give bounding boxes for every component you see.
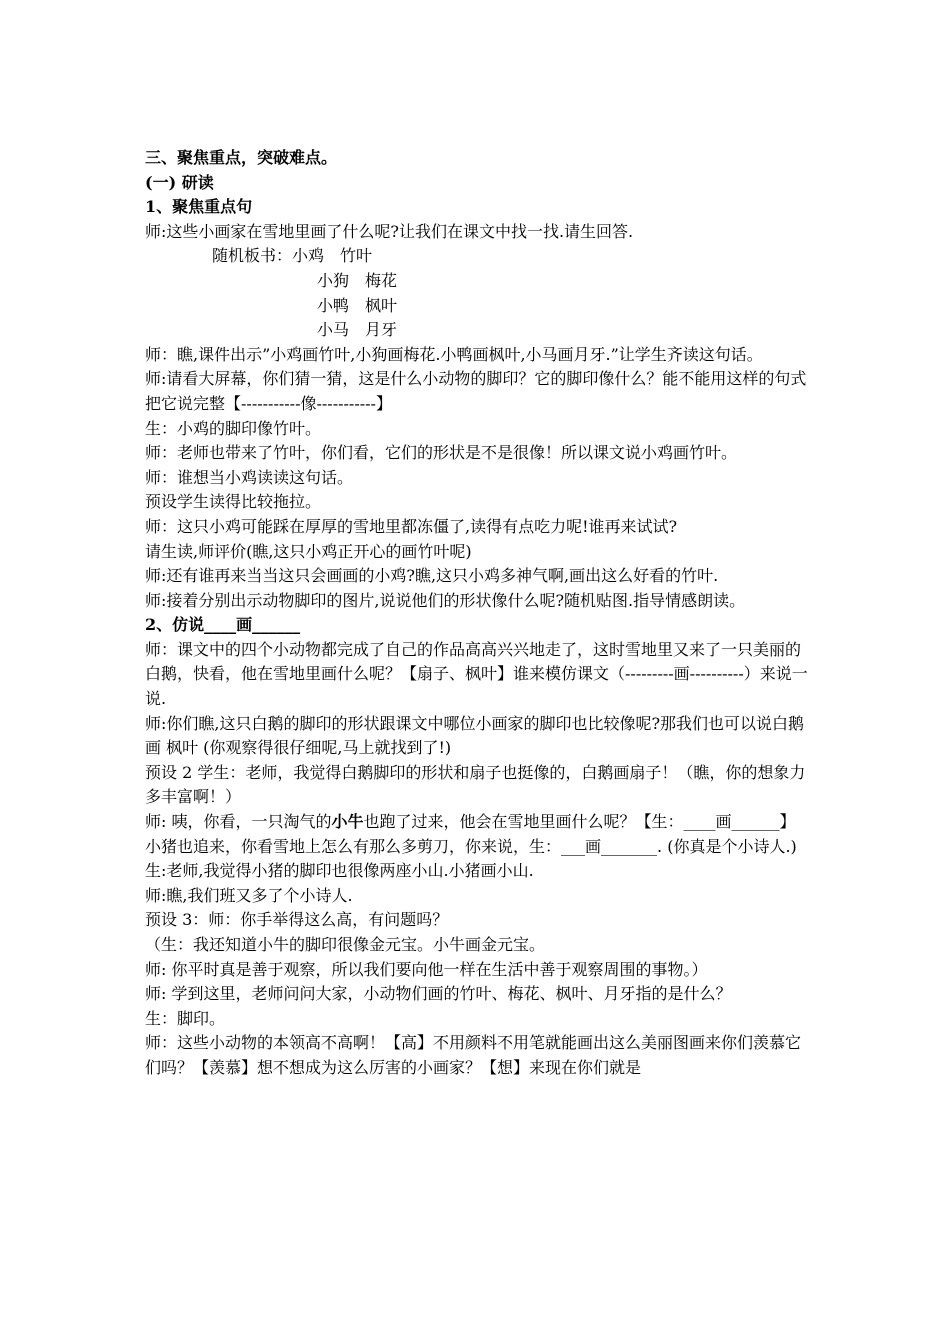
paragraph: 师:这些小画家在雪地里画了什么呢?让我们在课文中找一找.请生回答. [145,221,634,241]
paragraph: 预设 3：师：你手举得这么高，有问题吗？ [145,910,449,930]
paragraph: 师: 你平时真是善于观察，所以我们要向他一样在生活中善于观察周围的事物。） [145,959,708,979]
paragraph: 请生读,师评价(瞧,这只小鸡正开心的画竹叶呢) [145,541,472,561]
heading-prefix: 2、仿说 [145,615,205,635]
paragraph: 师：课文中的四个小动物都完成了自己的作品高高兴兴地走了，这时雪地里又来了一只美丽的白鹅，快看，他在雪地里画什么呢？【扇子、枫叶】谁来模仿课文（---------画----------）来说一说. [145,639,808,709]
blank: ____ [683,812,716,832]
text-run: . (你真是个小诗人.) [657,836,797,856]
paragraph: 师：这些小动物的本领高不高啊！【高】不用颜料不用笔就能画出这么美丽图画来你们羡慕它们吗？【羡慕】想不想成为这么厉害的小画家？【想】来现在你们就是 [145,1033,802,1077]
paragraph: （生：我还知道小牛的脚印很像金元宝。小牛画金元宝。 [145,935,546,954]
subsection-heading: (一) 研读 [145,172,214,192]
point-heading-1: 1、聚焦重点句 [145,197,253,217]
paragraph: 预设学生读得比较拖拉。 [145,492,322,512]
board-line: 小狗 梅花 [317,270,398,290]
blank: _______ [601,836,658,856]
blank: ______ [252,615,301,635]
paragraph: 师：谁想当小鸡读读这句话。 [145,467,354,487]
board-line: 随机板书：小鸡 竹叶 [212,246,373,266]
board-line: 小马 月牙 [317,320,398,340]
text-run: 】小猪也追来，你看雪地上怎么有那么多剪刀，你来说，生： [145,812,796,856]
paragraph: 生：小鸡的脚印像竹叶。 [145,418,322,438]
paragraph: 生：脚印。 [145,1008,226,1028]
blank: ___ [561,836,586,856]
paragraph: 师:接着分别出示动物脚印的图片,说说他们的形状像什么呢?随机贴图.指导情感朗读。 [145,590,746,610]
text-run: 师: 咦，你看，一只淘气的 [145,812,332,832]
paragraph: 师：这只小鸡可能踩在厚厚的雪地里都冻僵了,读得有点吃力呢!谁再来试试? [145,516,678,536]
paragraph: 师:瞧,我们班又多了个小诗人. [145,885,353,905]
paragraph: 师：老师也带来了竹叶，你们看，它们的形状是不是很像！所以课文说小鸡画竹叶。 [145,443,738,463]
document-body [145,146,810,1081]
paragraph: 预设 2 学生：老师，我觉得白鹅脚印的形状和扇子也挺像的，白鹅画扇子！（瞧，你的想象力多丰富啊！） [145,762,806,807]
paragraph: 师: 学到这里，老师问问大家，小动物们画的竹叶、梅花、枫叶、月牙指的是什么？ [145,984,732,1004]
text-run: 画 [715,812,732,832]
board-line: 小鸭 枫叶 [317,295,398,315]
text-run: 也跑了过来，他会在雪地里画什么呢？【生： [363,812,684,832]
paragraph: 师:请看大屏幕，你们猜一猜，这是什么小动物的脚印？它的脚印像什么？能不能用这样的句式把它说完整【-----------像-----------】 [145,369,807,413]
blank: ______ [731,812,780,832]
point-heading-2 [145,613,810,638]
blank: ____ [204,615,237,635]
paragraph: 生:老师,我觉得小猪的脚印也很像两座小山.小猪画小山. [145,861,534,881]
paragraph [145,810,810,859]
section-heading: 三、聚焦重点，突破难点。 [145,148,338,167]
heading-word: 画 [236,615,253,635]
paragraph: 师:还有谁再来当当这只会画画的小鸡?瞧,这只小鸡多神气啊,画出这么好看的竹叶. [145,566,719,586]
paragraph: 师：瞧,课件出示”小鸡画竹叶,小狗画梅花.小鸭画枫叶,小马画月牙.”让学生齐读这句话。 [145,344,763,364]
bold-text: 小牛 [331,812,364,832]
paragraph: 师:你们瞧,这只白鹅的脚印的形状跟课文中哪位小画家的脚印也比较像呢?那我们也可以说白鹅画 枫叶 (你观察得很仔细呢,马上就找到了!) [145,713,805,758]
text-run: 画 [585,836,602,856]
